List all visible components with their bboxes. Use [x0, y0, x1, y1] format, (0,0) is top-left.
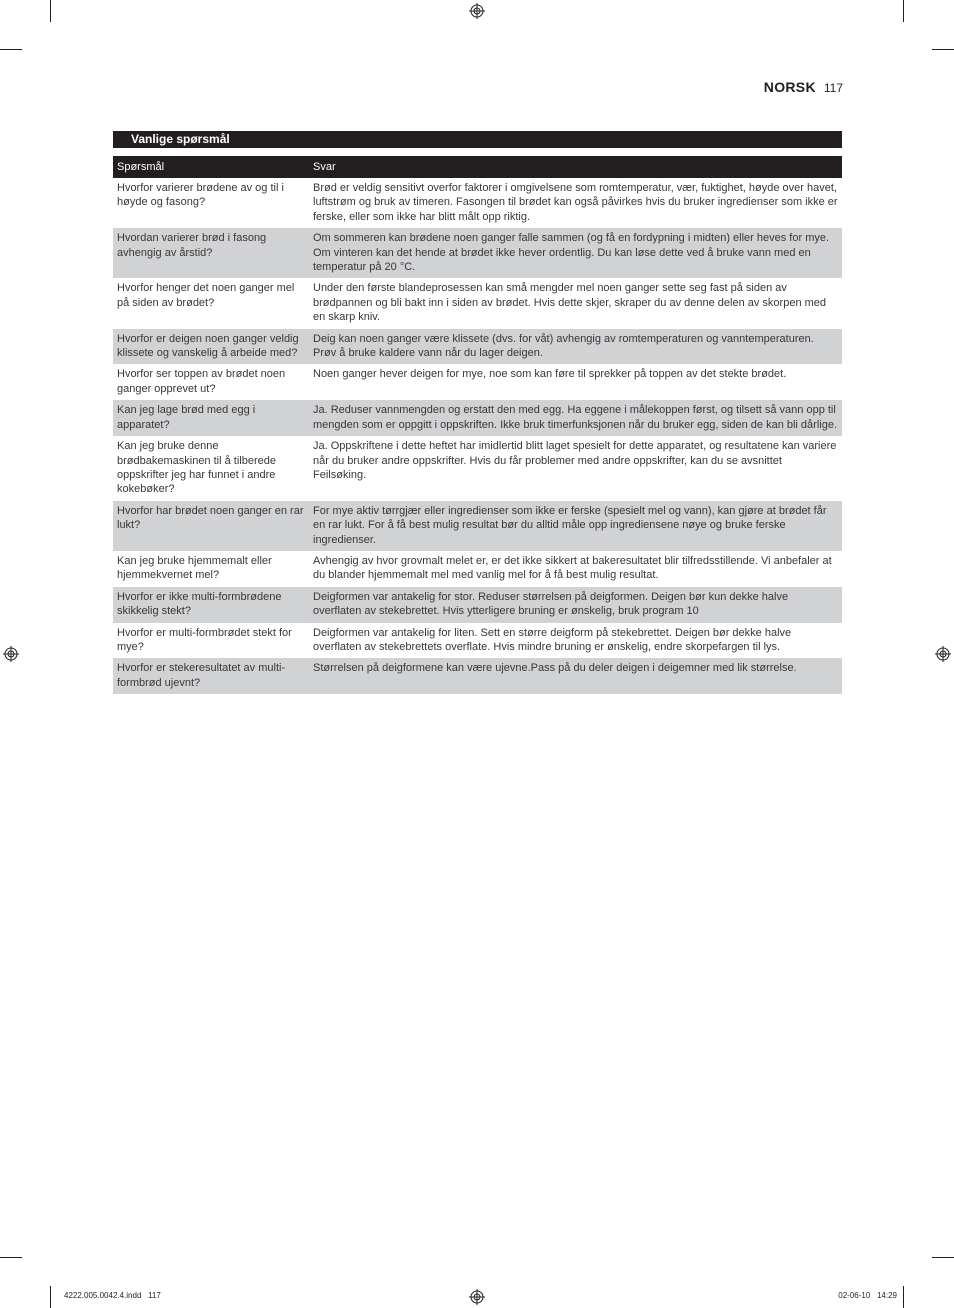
column-header-answer: Svar	[309, 156, 842, 178]
question-cell: Hvorfor er multi-formbrødet stekt for mye?	[117, 626, 292, 653]
question-cell: Kan jeg bruke denne brødbakemaskinen til å tilberede oppskrifter jeg har funnet i andre kokebøker?	[117, 440, 276, 496]
answer-cell: Deig kan noen ganger være klissete (dvs. for våt) avhengig av romtemperaturen og vanntemperaturen. Prøv å bruke kaldere vann når du lager deigen.	[309, 329, 842, 365]
table-row	[113, 329, 842, 365]
page-header	[764, 79, 843, 95]
column-header-question: Spørsmål	[113, 156, 309, 178]
table-row	[113, 551, 842, 587]
registration-mark-icon	[935, 646, 951, 662]
question-cell: Kan jeg lage brød med egg i apparatet?	[113, 400, 309, 436]
crop-mark	[0, 49, 22, 50]
table-header-row	[113, 156, 842, 178]
crop-mark	[50, 0, 51, 22]
answer-cell: Deigformen var antakelig for stor. Reduser størrelsen på deigformen. Deigen bør kun dekke halve overflaten av stekebrettet. Hvis ytterligere bruning er ønskelig, bruk program 10	[309, 587, 842, 623]
answer-cell: Deigformen var antakelig for liten. Sett en større deigform på stekebrettet. Deigen bør dekke halve overflaten av stekebrettets overflate. Hvis mindre bruning er ønskelig, endre skorpefargen til lys.	[313, 626, 792, 653]
table-row	[113, 278, 842, 328]
answer-cell: Ja. Reduser vannmengden og erstatt den med egg. Ha eggene i målekoppen først, og tilsett så vann opp til mengden som er oppgitt i oppskriften. Ikke bruk timerfunksjonen når du bruker egg, siden de kan bli dårlige.	[309, 400, 842, 436]
question-cell: Hvordan varierer brød i fasong avhengig av årstid?	[113, 228, 309, 278]
table-row	[113, 658, 842, 694]
print-file-info: 4222.005.0042.4.indd 117	[64, 1291, 161, 1300]
answer-cell: Ja. Oppskriftene i dette heftet har imidlertid blitt laget spesielt for dette apparatet, og resultatene kan variere når du bruker andre oppskrifter. Hvis du får problemer med andre oppskrifter, kan du se avsnittet Feilsøking.	[313, 440, 837, 481]
question-cell: Hvorfor henger det noen ganger mel på siden av brødet?	[117, 282, 295, 309]
table-row	[113, 178, 842, 228]
table-row	[113, 501, 842, 551]
crop-mark	[903, 0, 904, 22]
crop-mark	[50, 1286, 51, 1308]
question-cell: Hvorfor er stekeresultatet av multi-formbrød ujevnt?	[113, 658, 309, 694]
answer-cell: Avhengig av hvor grovmalt melet er, er det ikke sikkert at bakeresultatet blir tilfredsstillende. Vi anbefaler at du blander hjemmemalt mel med vanlig mel for å få best mulig resultat.	[313, 554, 832, 582]
crop-mark	[0, 1257, 22, 1258]
registration-mark-icon	[3, 646, 19, 662]
print-date-time: 02-06-10 14:29	[838, 1291, 897, 1300]
answer-cell: Noen ganger hever deigen for mye, noe som kan føre til sprekker på toppen av det stekte brødet.	[313, 368, 787, 381]
section-title: Vanlige spørsmål	[113, 131, 842, 148]
question-cell: Hvorfor varierer brødene av og til i høyde og fasong?	[117, 182, 284, 209]
question-cell: Hvorfor har brødet noen ganger en rar lukt?	[113, 501, 309, 551]
language-label: NORSK	[763, 79, 816, 95]
table-row	[113, 364, 842, 400]
crop-mark	[932, 1257, 954, 1258]
crop-mark	[903, 1286, 904, 1308]
page-number: 117	[823, 81, 843, 95]
answer-cell: Under den første blandeprosessen kan små mengder mel noen ganger sette seg fast på siden av brødpannen og bli bakt inn i siden av brødet. Hvis dette skjer, skraper du av denne delen av skorpen med en skarp kniv.	[313, 282, 827, 324]
question-cell: Kan jeg bruke hjemmemalt eller hjemmekvernet mel?	[117, 554, 272, 582]
registration-mark-icon	[469, 3, 485, 19]
table-row	[113, 587, 842, 623]
question-cell: Hvorfor er ikke multi-formbrødene skikkelig stekt?	[113, 587, 309, 623]
table-row	[113, 436, 842, 501]
answer-cell: For mye aktiv tørrgjær eller ingredienser som ikke er ferske (spesielt mel og vann), kan gjøre at brødet får en rar lukt. For å få best mulig resultat bør du alltid måle opp ingrediensene nøye og bruke ferske ingredienser.	[309, 501, 842, 551]
answer-cell: Om sommeren kan brødene noen ganger falle sammen (og få en fordypning i midten) eller heves for mye. Om vinteren kan det hende at brødet ikke hever ordentlig. Du kan løse dette ved å bruke vann med en temperatur på 20 °C.	[309, 228, 842, 278]
answer-cell: Brød er veldig sensitivt overfor faktorer i omgivelsene som romtemperatur, vær, fuktighet, høyde over havet, luftstrøm og bruk av timeren. Fasongen til brødet kan også påvirkes hvis du bruker ingredienser som ikke er ferske, eller som ikke har blitt målt opp riktig.	[313, 182, 838, 223]
answer-cell: Størrelsen på deigformene kan være ujevne.Pass på du deler deigen i deigemner med lik størrelse.	[309, 658, 842, 694]
crop-mark	[932, 49, 954, 50]
faq-table	[113, 156, 842, 694]
table-row	[113, 228, 842, 278]
table-row	[113, 623, 842, 659]
table-row	[113, 400, 842, 436]
registration-mark-icon	[469, 1289, 485, 1305]
question-cell: Hvorfor ser toppen av brødet noen ganger opprevet ut?	[117, 368, 286, 395]
question-cell: Hvorfor er deigen noen ganger veldig klissete og vanskelig å arbeide med?	[113, 329, 309, 365]
